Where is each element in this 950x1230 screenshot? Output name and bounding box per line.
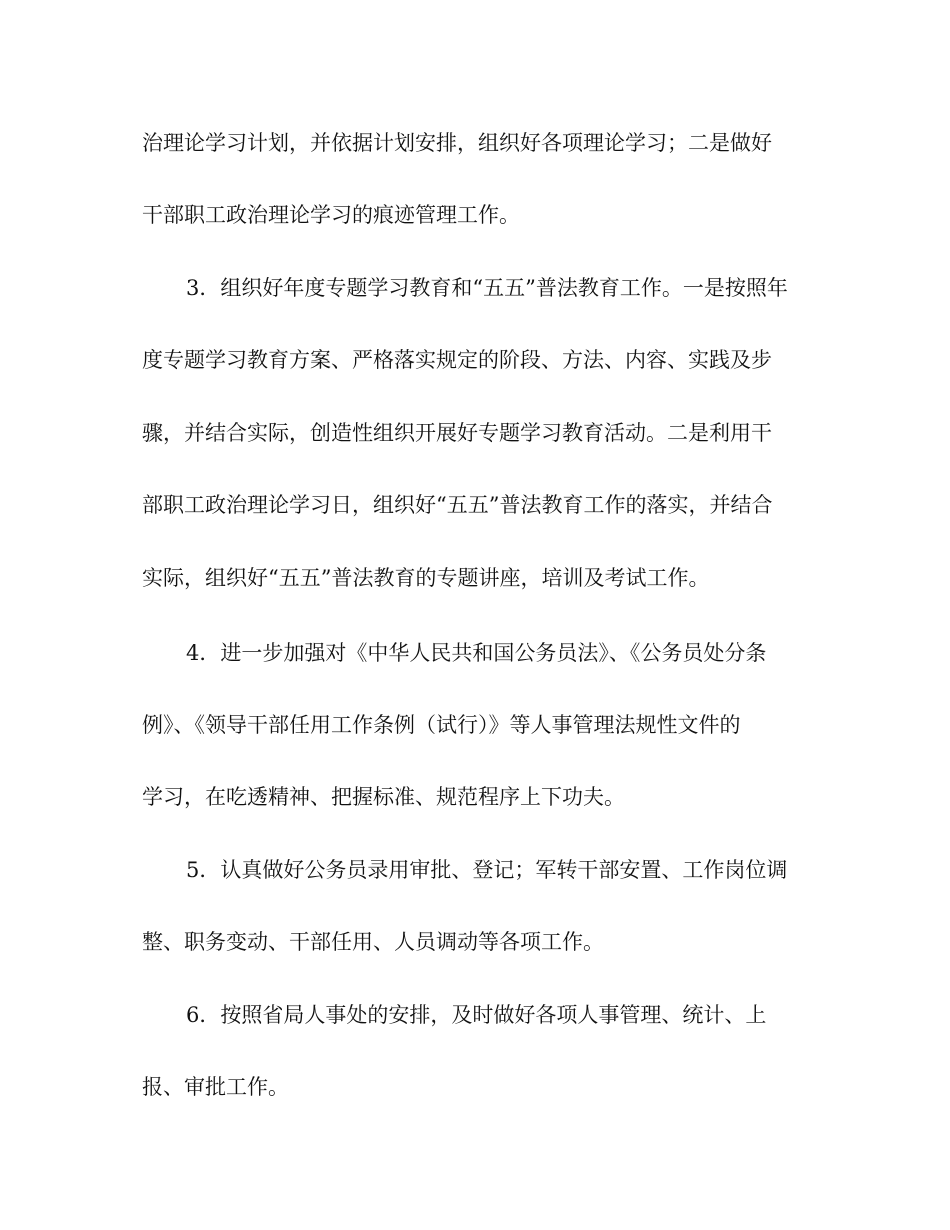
paragraph-line: 整、职务变动、干部任用、人员调动等各项工作。: [142, 930, 604, 954]
paragraph-line: 6．按照省局人事处的安排，及时做好各项人事管理、统计、上: [186, 1003, 767, 1027]
paragraph-line: 实际，组织好“五五”普法教育的专题讲座，培训及考试工作。: [142, 566, 710, 590]
paragraph-line: 报、审批工作。: [142, 1075, 289, 1099]
paragraph-line: 度专题学习教育方案、严格落实规定的阶段、方法、内容、实践及步: [142, 348, 772, 372]
paragraph-line: 部职工政治理论学习日，组织好“五五”普法教育工作的落实，并结合: [142, 493, 773, 517]
paragraph-line: 学习，在吃透精神、把握标准、规范程序上下功夫。: [142, 785, 625, 809]
paragraph-line: 5．认真做好公务员录用审批、登记；军转干部安置、工作岗位调: [186, 858, 788, 882]
paragraph-line: 4．进一步加强对《中华人民共和国公务员法》、《公务员处分条: [186, 641, 767, 665]
paragraph-line: 干部职工政治理论学习的痕迹管理工作。: [142, 203, 520, 227]
paragraph-line: 治理论学习计划，并依据计划安排，组织好各项理论学习；二是做好: [142, 131, 772, 155]
paragraph-line: 3．组织好年度专题学习教育和“五五”普法教育工作。一是按照年: [186, 276, 788, 300]
paragraph-line: 骤，并结合实际，创造性组织开展好专题学习教育活动。二是利用干: [142, 421, 772, 445]
paragraph-line: 例》、《领导干部任用工作条例（试行）》等人事管理法规性文件的: [142, 713, 741, 737]
